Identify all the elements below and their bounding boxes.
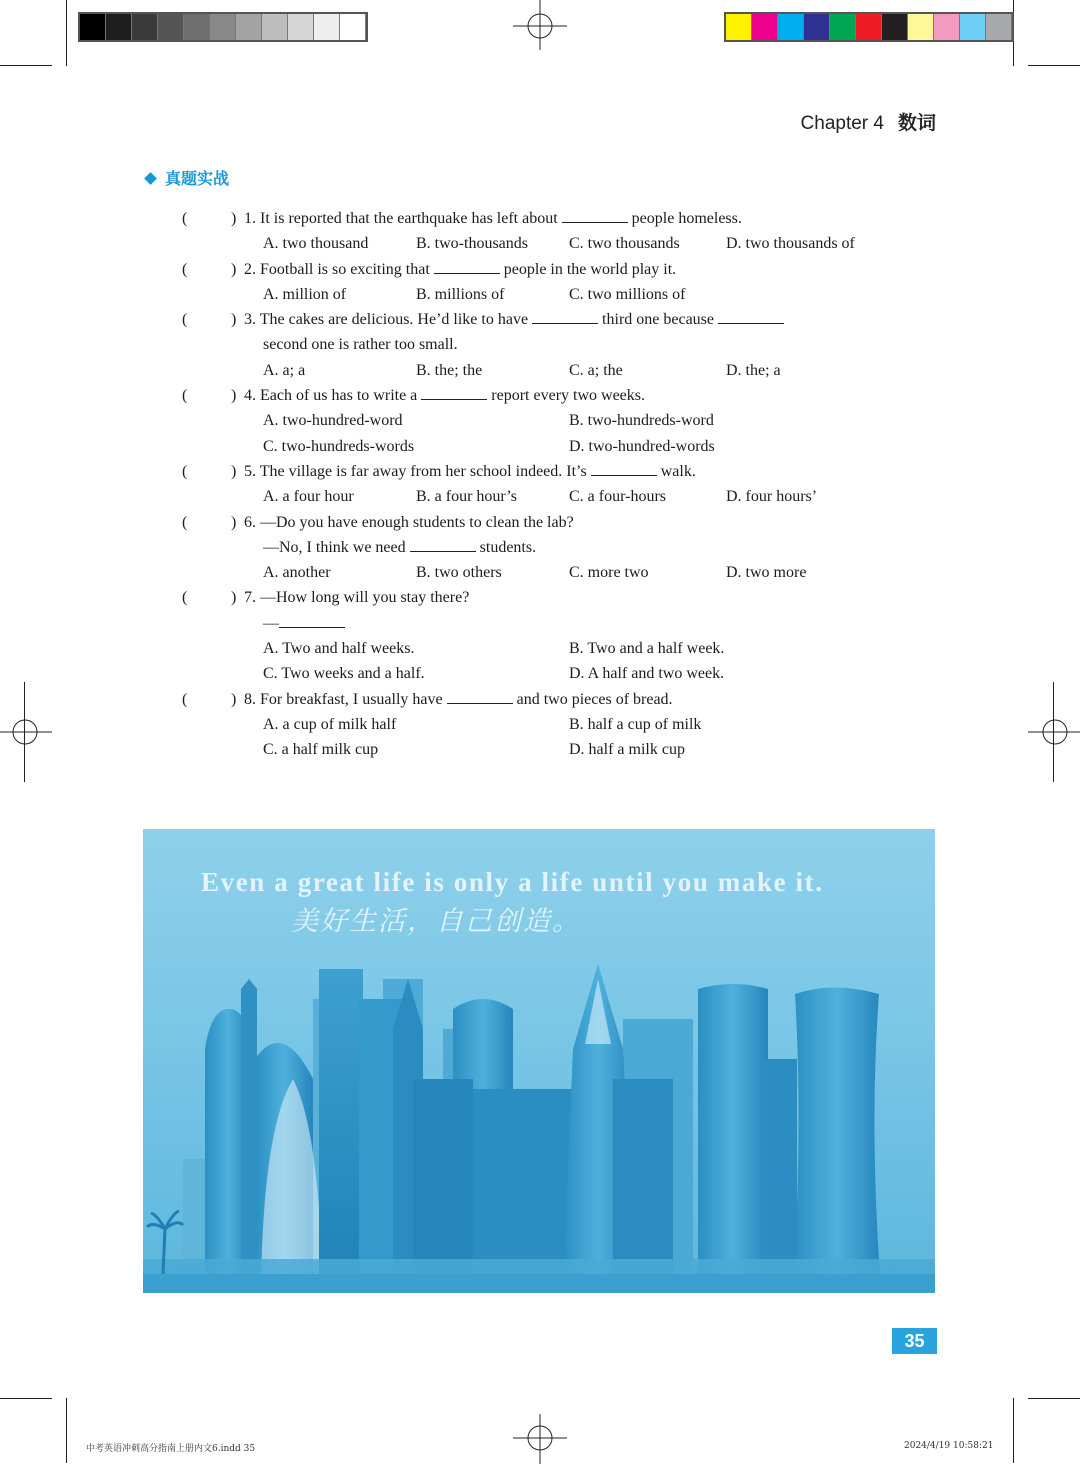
answer-blank [421, 385, 487, 400]
question-6-options [180, 560, 900, 585]
registration-mark-left [0, 705, 54, 759]
option: D. A half and two week. [569, 665, 725, 683]
option: B. two-thousands [416, 235, 528, 253]
option: C. a four-hours [569, 488, 666, 506]
question-3-options [180, 358, 900, 383]
gray-swatch [132, 14, 158, 40]
answer-blank [562, 208, 628, 223]
question-2-options [180, 282, 900, 307]
question-4-options-row2 [180, 434, 900, 459]
color-swatch [882, 14, 908, 40]
motto-chinese: 美好生活，自己创造。 [291, 906, 581, 937]
page-number: 35 [892, 1328, 937, 1354]
option: B. millions of [416, 285, 505, 303]
question-6: ( ) 6. —Do you have enough students to clean the lab? [182, 513, 574, 531]
option: B. two others [416, 564, 502, 582]
footer-filename: 中考英语冲刺高分指南上册内文6.indd 35 [86, 1444, 256, 1454]
color-swatch [960, 14, 986, 40]
answer-blank [718, 309, 784, 324]
color-swatch [804, 14, 830, 40]
gray-swatch [262, 14, 288, 40]
question-4-options-row1 [180, 408, 900, 433]
color-swatch [830, 14, 856, 40]
answer-blank [591, 461, 657, 476]
color-swatch [752, 14, 778, 40]
option: A. a four hour [263, 488, 354, 506]
option: C. Two weeks and a half. [263, 665, 425, 683]
color-swatch [778, 14, 804, 40]
option: C. two thousands [569, 235, 680, 253]
question-3: ( ) 3. The cakes are delicious. He’d like to have third one because [180, 307, 900, 332]
option: A. a; a [263, 361, 306, 379]
chapter-title-cn: 数词 [897, 112, 936, 134]
gray-swatch [288, 14, 314, 40]
option: D. four hours’ [726, 488, 818, 506]
question-4: ( ) 4. Each of us has to write a report every two weeks. [182, 387, 645, 405]
question-1-options [180, 231, 900, 256]
color-swatch [908, 14, 934, 40]
question-7-continued: — [180, 611, 900, 636]
option: D. two thousands of [726, 235, 855, 253]
gray-swatch [340, 14, 366, 40]
option: D. half a milk cup [569, 741, 685, 759]
option: C. a; the [569, 361, 623, 379]
option: A. two thousand [263, 235, 369, 253]
option: B. a four hour’s [416, 488, 518, 506]
gray-swatch [210, 14, 236, 40]
option: B. Two and a half week. [569, 640, 725, 658]
registration-mark-top [513, 0, 567, 54]
answer-blank [434, 259, 500, 274]
question-8-options-row1 [180, 712, 900, 737]
question-list [180, 206, 900, 763]
answer-blank [447, 689, 513, 704]
option: A. two-hundred-word [263, 412, 403, 430]
option: D. the; a [726, 361, 781, 379]
answer-blank [279, 613, 345, 628]
question-3-continued: second one is rather too small. [263, 336, 458, 354]
diamond-bullet-icon [144, 172, 157, 185]
question-7-options-row2 [180, 661, 900, 686]
option: C. more two [569, 564, 649, 582]
registration-mark-bottom [513, 1410, 567, 1464]
color-swatch [726, 14, 752, 40]
option: D. two more [726, 564, 807, 582]
option: C. a half milk cup [263, 741, 379, 759]
grayscale-color-bar [78, 12, 368, 42]
option: D. two-hundred-words [569, 437, 715, 455]
option: A. Two and half weeks. [263, 640, 415, 658]
option: B. the; the [416, 361, 483, 379]
motto-english: Even a great life is only a life until you make it. [201, 867, 824, 897]
question-5: ( ) 5. The village is far away from her school indeed. It’s walk. [182, 462, 696, 480]
color-swatch [856, 14, 882, 40]
gray-swatch [80, 14, 106, 40]
option: C. two-hundreds-words [263, 437, 415, 455]
answer-blank [410, 537, 476, 552]
answer-blank [532, 309, 598, 324]
option: B. two-hundreds-word [569, 412, 714, 430]
gray-swatch [314, 14, 340, 40]
motto-banner [143, 829, 935, 1293]
question-2: ( ) 2. Football is so exciting that people in the world play it. [182, 260, 677, 278]
question-6-continued: —No, I think we need students. [263, 538, 537, 556]
section-title: 真题实战 [146, 166, 229, 189]
question-1: ( ) 1. It is reported that the earthquake has left about people homeless. [182, 210, 742, 227]
registration-mark-right [1026, 705, 1080, 759]
running-header [791, 108, 936, 135]
process-color-bar [724, 12, 1014, 42]
option: A. million of [263, 285, 347, 303]
chapter-label: Chapter 4 [800, 113, 884, 134]
gray-swatch [158, 14, 184, 40]
question-8-options-row2 [180, 737, 900, 762]
option: B. half a cup of milk [569, 715, 702, 733]
color-swatch [986, 14, 1012, 40]
question-7-options-row1 [180, 636, 900, 661]
option: A. another [263, 564, 331, 582]
option: A. a cup of milk half [263, 715, 397, 733]
gray-swatch [184, 14, 210, 40]
question-5-options [180, 484, 900, 509]
question-7: ( ) 7. —How long will you stay there? [182, 589, 470, 607]
color-swatch [934, 14, 960, 40]
gray-swatch [236, 14, 262, 40]
gray-swatch [106, 14, 132, 40]
question-8: ( ) 8. For breakfast, I usually have and two pieces of bread. [182, 690, 673, 708]
footer-timestamp: 2024/4/19 10:58:21 [904, 1441, 994, 1451]
option: C. two millions of [569, 285, 686, 303]
